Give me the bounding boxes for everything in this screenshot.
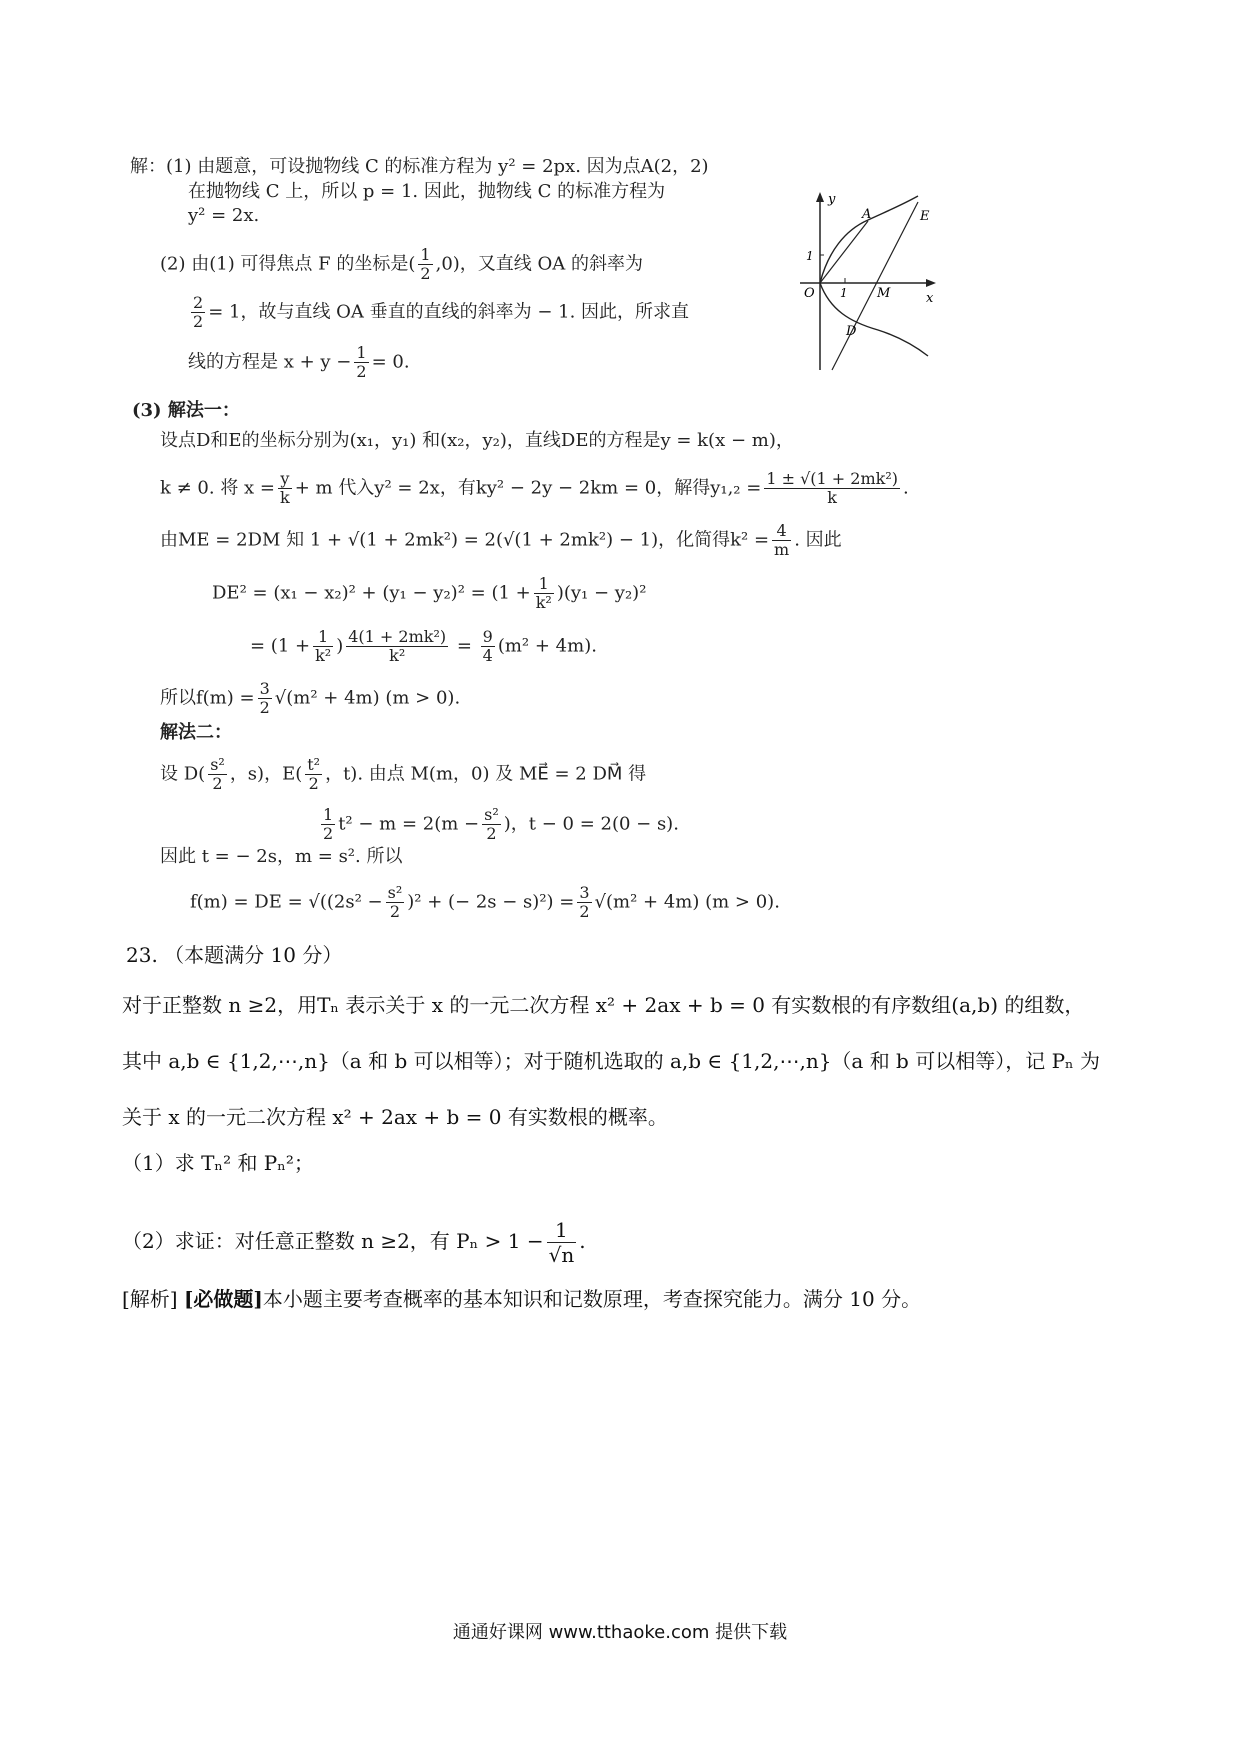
label-D: D bbox=[846, 324, 857, 339]
analysis-line bbox=[122, 1286, 921, 1312]
numerator: 1 bbox=[547, 1218, 577, 1243]
page-footer: 通通好课网 www.tthaoke.com 提供下载 bbox=[452, 1622, 788, 1643]
numerator: 9 bbox=[482, 627, 493, 646]
solution-part1-line3: y² = 2x. bbox=[188, 205, 260, 226]
method2-line2 bbox=[318, 806, 679, 843]
method1-line4 bbox=[212, 575, 646, 612]
label-y: y bbox=[828, 192, 836, 207]
text: = 1，故与直线 OA 垂直的直线的斜率为 − 1. 因此，所求直 bbox=[208, 301, 690, 323]
label-x-1: 1 bbox=[840, 286, 848, 300]
numerator: 1 bbox=[534, 575, 554, 594]
text: ) bbox=[336, 635, 344, 657]
method2-line4 bbox=[190, 884, 780, 921]
label-y-1: 1 bbox=[806, 249, 814, 263]
required-tag: [必做题] bbox=[183, 1287, 263, 1311]
denominator: √n bbox=[548, 1243, 575, 1267]
denominator: m bbox=[774, 540, 790, 559]
question-paragraph-3: 关于 x 的一元二次方程 x² + 2ax + b = 0 有实数根的概率。 bbox=[122, 1105, 668, 1129]
fraction-half bbox=[354, 344, 368, 381]
denominator: 2 bbox=[356, 362, 367, 381]
question-part-1: （1）求 Tₙ² 和 Pₙ²； bbox=[122, 1151, 314, 1175]
fraction-four-over-m bbox=[772, 522, 791, 559]
denominator: k² bbox=[535, 593, 552, 612]
method1-line5: = (1 + $\frac{1}{\text{k²}}$ ) $\frac{\text{4(1 + 2mk²)}}{\text{k²}}$ = $\frac{9}{4}$ (m² + 4m). bbox=[250, 627, 597, 665]
label-A: A bbox=[862, 207, 872, 222]
y-axis-arrow-icon bbox=[816, 192, 824, 202]
solution-part2-line2 bbox=[188, 294, 689, 331]
method2-line3: 因此 t = − 2s，m = s². 所以 bbox=[160, 846, 403, 867]
question-paragraph-2: 其中 a,b ∈ {1,2,⋯,n}（a 和 b 可以相等）；对于随机选取的 a,b ∈ {1,2,⋯,n}（a 和 b 可以相等），记 Pₙ 为 bbox=[122, 1049, 1101, 1073]
parabola-lower-branch bbox=[820, 283, 928, 356]
solution-part2-line3 bbox=[188, 344, 410, 381]
denominator: 2 bbox=[486, 824, 497, 843]
fraction-big bbox=[346, 628, 448, 665]
label-x: x bbox=[926, 291, 934, 306]
text: . 因此 bbox=[794, 529, 842, 551]
numerator: s² bbox=[484, 805, 499, 824]
numerator: 3 bbox=[579, 883, 590, 902]
numerator: 3 bbox=[259, 679, 270, 698]
label-E: E bbox=[920, 209, 930, 224]
text: = 0. bbox=[371, 351, 410, 373]
question-paragraph-1: 对于正整数 n ≥2，用Tₙ 表示关于 x 的一元二次方程 x² + 2ax + b = 0 有实数根的有序数组(a,b) 的组数， bbox=[122, 993, 1085, 1017]
fraction-half bbox=[418, 246, 432, 283]
text: (2) 由(1) 可得焦点 F 的坐标是( bbox=[160, 253, 416, 275]
question-part-2 bbox=[122, 1218, 586, 1267]
text: k ≠ 0. 将 x = bbox=[160, 477, 276, 499]
text: )² + (− 2s − s)²) = bbox=[407, 891, 575, 913]
text: (m² + 4m). bbox=[497, 635, 597, 657]
numerator: 1 bbox=[420, 245, 431, 264]
text: 由ME = 2DM 知 1 + √(1 + 2mk²) = 2(√(1 + 2mk²) − 1)，化简得k² = bbox=[160, 529, 770, 551]
denominator: k bbox=[280, 488, 290, 507]
denominator: 2 bbox=[259, 698, 270, 717]
denominator: k² bbox=[389, 646, 406, 665]
method1-line1: 设点D和E的坐标分别为(x₁，y₁) 和(x₂，y₂)，直线DE的方程是y = k(x − m)， bbox=[160, 430, 794, 451]
fraction-nine-four bbox=[481, 628, 495, 665]
analysis-text: 本小题主要考查概率的基本知识和记数原理，考查探究能力。满分 10 分。 bbox=[262, 1287, 922, 1311]
solution-part1-line1: 解：(1) 由题意，可设抛物线 C 的标准方程为 y² = 2px. 因为点A(2，2) bbox=[130, 156, 709, 177]
label-O: O bbox=[804, 286, 815, 301]
method1-line2: k ≠ 0. 将 x = $\frac{y}{k}$ + m 代入y² = 2x，有ky² − 2y − 2km = 0，解得y₁,₂ = $\frac{\text{1 ± √(1 + 2mk²)}}{k}$ . bbox=[160, 469, 909, 507]
denominator: k² bbox=[315, 646, 332, 665]
text: )，t − 0 = 2(0 − s). bbox=[503, 813, 679, 835]
fraction-t2-over-2 bbox=[305, 756, 322, 793]
denominator: 2 bbox=[212, 774, 223, 793]
text: ，s)，E( bbox=[229, 763, 303, 785]
numerator: s² bbox=[387, 883, 403, 902]
denominator: 2 bbox=[193, 312, 204, 331]
fraction-three-two bbox=[577, 884, 591, 921]
text: )(y₁ − y₂)² bbox=[556, 582, 647, 604]
fraction-root bbox=[764, 470, 900, 507]
numerator: 4(1 + 2mk²) bbox=[348, 627, 447, 646]
numerator: y bbox=[278, 470, 292, 489]
method2-title: 解法二： bbox=[160, 722, 232, 743]
text: f(m) = DE = √((2s² − bbox=[190, 891, 383, 913]
text: ，t). 由点 M(m，0) 及 ME⃗ = 2 DM⃗ 得 bbox=[325, 763, 647, 785]
text: ,0)，又直线 OA 的斜率为 bbox=[435, 253, 643, 275]
fraction-two-over-two bbox=[191, 294, 205, 331]
numerator: 1 bbox=[313, 628, 333, 647]
denominator: 2 bbox=[323, 824, 334, 843]
text: DE² = (x₁ − x₂)² + (y₁ − y₂)² = (1 + bbox=[212, 582, 531, 604]
fraction-y-over-k bbox=[278, 470, 292, 507]
text: 所以f(m) = bbox=[160, 687, 255, 709]
label-M: M bbox=[877, 286, 891, 301]
text: √(m² + 4m) (m > 0). bbox=[594, 891, 780, 913]
fraction-half bbox=[321, 806, 335, 843]
numerator: t² bbox=[307, 755, 321, 774]
numerator: 1 bbox=[323, 805, 334, 824]
text: . bbox=[579, 1229, 586, 1253]
question-header: 23. （本题满分 10 分） bbox=[126, 943, 343, 967]
numerator: s² bbox=[210, 755, 225, 774]
fraction-one-over-k2 bbox=[313, 628, 333, 665]
fraction-one-over-k2 bbox=[534, 575, 554, 612]
method1-title: (3) 解法一： bbox=[132, 400, 240, 421]
numerator: 4 bbox=[772, 522, 791, 541]
text: （2）求证：对任意正整数 n ≥2，有 Pₙ > 1 − bbox=[122, 1229, 544, 1253]
fraction-one-over-sqrt-n bbox=[547, 1218, 577, 1267]
text: 线的方程是 x + y − bbox=[188, 351, 352, 373]
parabola-figure bbox=[790, 190, 940, 375]
text: = (1 + bbox=[250, 635, 311, 657]
x-axis-arrow-icon bbox=[926, 279, 936, 287]
denominator: 2 bbox=[420, 264, 431, 283]
denominator: 4 bbox=[482, 646, 493, 665]
segment-OA bbox=[820, 221, 868, 283]
method1-line3 bbox=[160, 522, 842, 559]
numerator: 1 bbox=[356, 343, 367, 362]
fraction-s2-over-2 bbox=[482, 806, 501, 843]
text: √(m² + 4m) (m > 0). bbox=[274, 687, 461, 709]
denominator: 2 bbox=[308, 774, 319, 793]
solution-part2-line1 bbox=[160, 246, 643, 283]
denominator: 2 bbox=[389, 902, 401, 921]
fraction-three-two bbox=[258, 680, 272, 717]
text: 设 D( bbox=[160, 763, 206, 785]
method1-line6 bbox=[160, 680, 460, 717]
solution-part1-line2: 在抛物线 C 上，所以 p = 1. 因此，抛物线 C 的标准方程为 bbox=[188, 181, 666, 202]
fraction-s2-over-2 bbox=[386, 884, 405, 921]
denominator: k bbox=[827, 488, 837, 507]
method2-line1 bbox=[160, 756, 646, 793]
numerator: 1 ± √(1 + 2mk²) bbox=[766, 469, 898, 488]
text: + m 代入y² = 2x，有ky² − 2y − 2km = 0，解得y₁,₂ = bbox=[294, 477, 762, 499]
analysis-tag: [解析] bbox=[122, 1287, 184, 1311]
fraction-s2-over-2 bbox=[208, 756, 227, 793]
denominator: 2 bbox=[579, 902, 590, 921]
numerator: 2 bbox=[193, 293, 204, 312]
text: t² − m = 2(m − bbox=[338, 813, 480, 835]
